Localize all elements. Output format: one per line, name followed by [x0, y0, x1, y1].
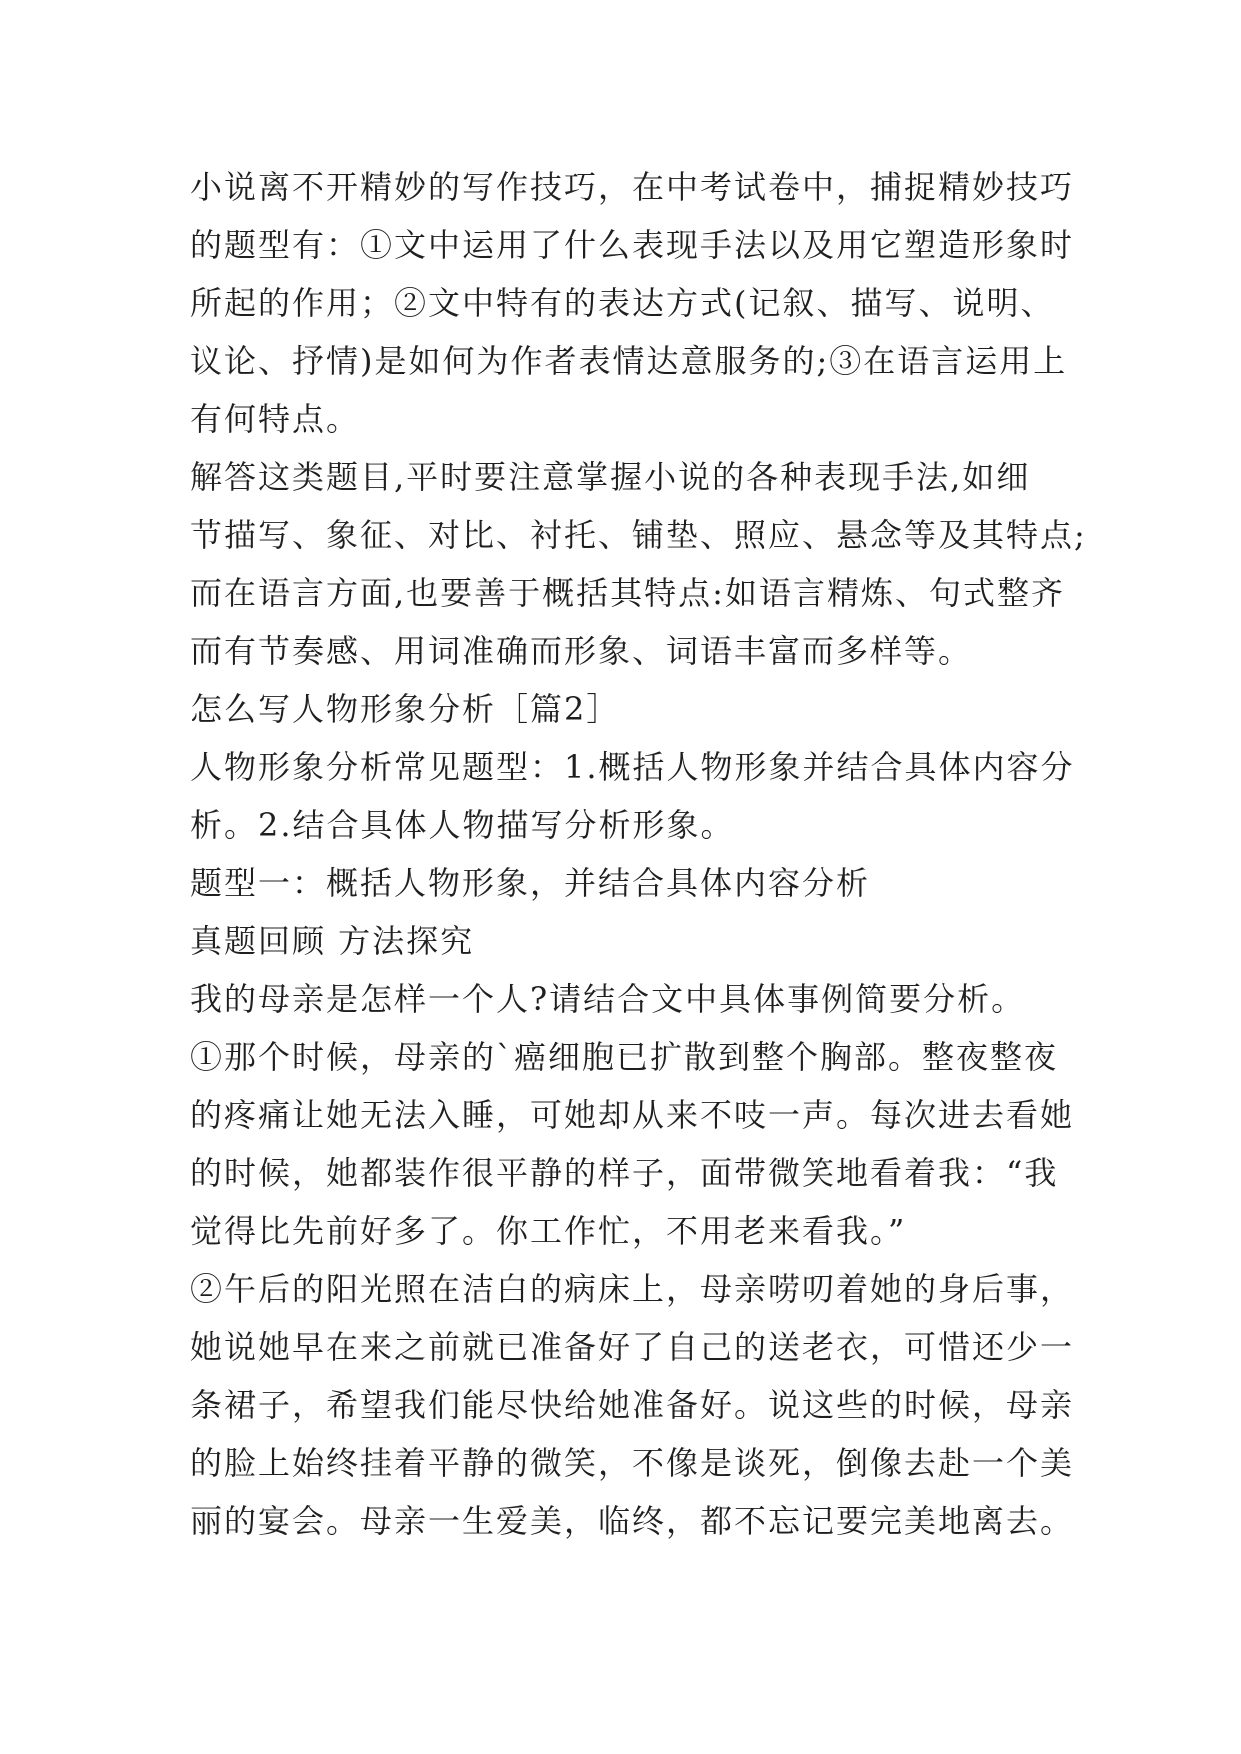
text-line: 析。2.结合具体人物描写分析形象。	[190, 806, 735, 844]
text-line: 条裙子，希望我们能尽快给她准备好。说这些的时候，母亲	[190, 1386, 1075, 1424]
text-line: 所起的作用；②文中特有的表达方式(记叙、描写、说明、	[190, 284, 1055, 322]
text-line: 觉得比先前好多了。你工作忙，不用老来看我。”	[190, 1212, 907, 1250]
subheading: 题型一：概括人物形象，并结合具体内容分析	[190, 864, 871, 902]
section-heading: 怎么写人物形象分析［篇2］	[190, 690, 621, 728]
text-line: 而在语言方面,也要善于概括其特点:如语言精炼、句式整齐	[190, 574, 1065, 612]
text-line: 的疼痛让她无法入睡，可她却从来不吱一声。每次进去看她	[190, 1096, 1075, 1134]
subheading: 真题回顾 方法探究	[190, 922, 475, 960]
text-line: 的脸上始终挂着平静的微笑，不像是谈死，倒像去赴一个美	[190, 1444, 1075, 1482]
text-line: 小说离不开精妙的写作技巧，在中考试卷中，捕捉精妙技巧	[190, 168, 1075, 206]
text-line: 丽的宴会。母亲一生爱美，临终，都不忘记要完美地离去。	[190, 1502, 1075, 1540]
text-line: 的时候，她都装作很平静的样子，面带微笑地看着我：“我	[190, 1154, 1059, 1192]
text-line: 她说她早在来之前就已准备好了自己的送老衣，可惜还少一	[190, 1328, 1075, 1366]
text-line: ②午后的阳光照在洁白的病床上，母亲唠叨着她的身后事，	[190, 1270, 1075, 1308]
question-line: 我的母亲是怎样一个人?请结合文中具体事例简要分析。	[190, 980, 1026, 1018]
text-line: 的题型有：①文中运用了什么表现手法以及用它塑造形象时	[190, 226, 1075, 264]
text-line: 解答这类题目,平时要注意掌握小说的各种表现手法,如细	[190, 458, 1031, 496]
text-line: 人物形象分析常见题型：1.概括人物形象并结合具体内容分	[190, 748, 1075, 786]
text-line: 节描写、象征、对比、衬托、铺垫、照应、悬念等及其特点;	[190, 516, 1087, 554]
text-line: 议论、抒情)是如何为作者表情达意服务的;③在语言运用上	[190, 342, 1068, 380]
document-body	[190, 158, 1087, 1550]
text-line: 有何特点。	[190, 400, 361, 438]
text-line: ①那个时候，母亲的`癌细胞已扩散到整个胸部。整夜整夜	[190, 1038, 1059, 1076]
text-line: 而有节奏感、用词准确而形象、词语丰富而多样等。	[190, 632, 973, 670]
